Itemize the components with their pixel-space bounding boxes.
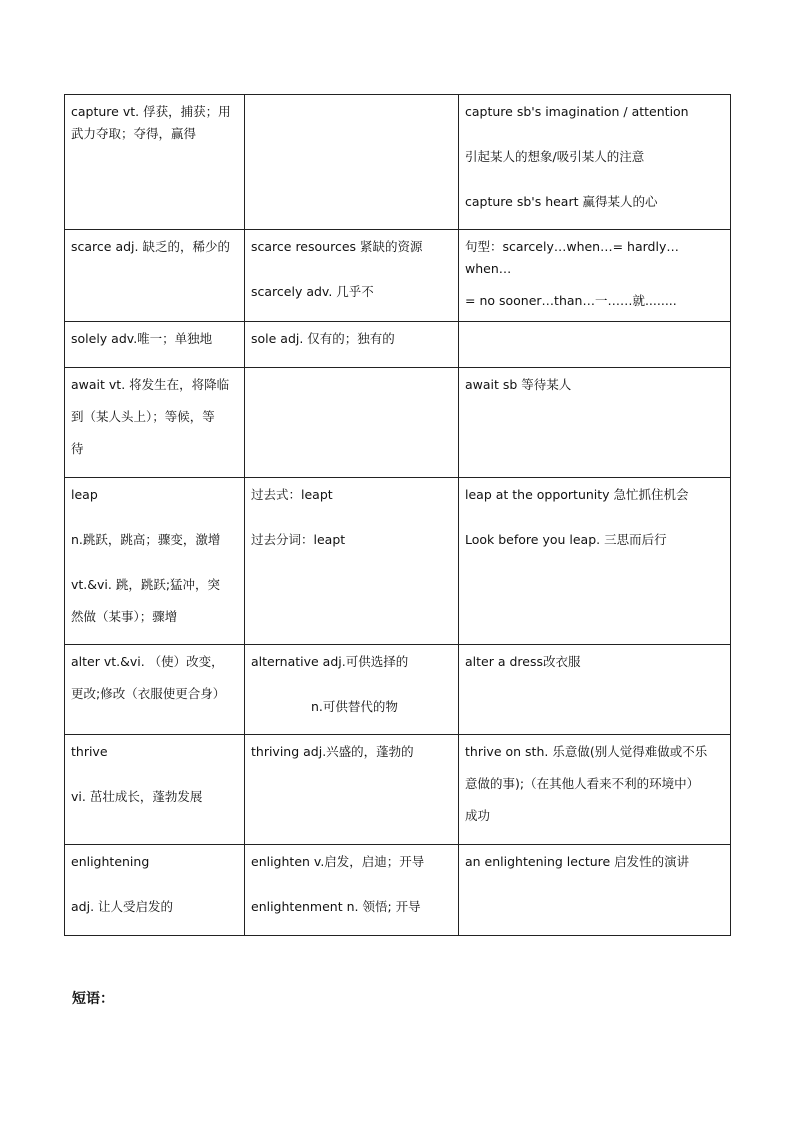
cell-line: capture sb's heart 赢得某人的心 xyxy=(465,194,658,209)
cell-line: scarce adj. 缺乏的，稀少的 xyxy=(71,239,230,254)
cell-line: 武力夺取；夺得，赢得 xyxy=(71,126,197,141)
derivative-cell xyxy=(245,230,459,322)
cell-line: 成功 xyxy=(465,808,491,823)
table-row xyxy=(65,322,731,368)
word-cell xyxy=(65,845,245,936)
derivative-cell xyxy=(245,95,459,230)
cell-line: thrive xyxy=(71,744,108,759)
cell-line: 引起某人的想象/吸引某人的注意 xyxy=(465,149,645,164)
cell-line: vi. 茁壮成长，蓬勃发展 xyxy=(71,789,203,804)
cell-line: 然做（某事）；骤增 xyxy=(71,609,178,624)
usage-cell xyxy=(459,322,731,368)
word-cell xyxy=(65,735,245,845)
cell-line: 到（某人头上）；等候，等 xyxy=(71,409,215,424)
table-row xyxy=(65,735,731,845)
usage-cell xyxy=(459,645,731,735)
cell-line: n.跳跃，跳高；骤变，激增 xyxy=(71,532,221,547)
word-cell xyxy=(65,322,245,368)
usage-cell xyxy=(459,230,731,322)
cell-line: n.可供替代的物 xyxy=(311,699,398,714)
cell-line: an enlightening lecture 启发性的演讲 xyxy=(465,854,690,869)
cell-line: capture vt. 俘获，捕获；用 xyxy=(71,104,231,119)
cell-line: enlightening xyxy=(71,854,150,869)
cell-line: Look before you leap. 三思而后行 xyxy=(465,532,667,547)
derivative-cell xyxy=(245,368,459,478)
cell-line: thriving adj.兴盛的，蓬勃的 xyxy=(251,744,414,759)
cell-line: alter a dress改衣服 xyxy=(465,654,581,669)
cell-line: scarce resources 紧缺的资源 xyxy=(251,239,423,254)
table-row xyxy=(65,478,731,645)
usage-cell xyxy=(459,845,731,936)
cell-line: = no sooner…than…一……就........ xyxy=(465,293,677,308)
cell-line: 过去分词：leapt xyxy=(251,532,346,547)
table-row xyxy=(65,230,731,322)
cell-line: 待 xyxy=(71,441,84,456)
cell-line: 过去式：leapt xyxy=(251,487,333,502)
cell-line: scarcely adv. 几乎不 xyxy=(251,284,374,299)
cell-line: 意做的事);（在其他人看来不利的环境中） xyxy=(465,776,700,791)
word-cell xyxy=(65,368,245,478)
derivative-cell xyxy=(245,735,459,845)
cell-line: thrive on sth. 乐意做(别人觉得难做或不乐 xyxy=(465,744,708,759)
table-row xyxy=(65,845,731,936)
cell-line: sole adj. 仅有的；独有的 xyxy=(251,331,395,346)
table-row xyxy=(65,645,731,735)
cell-line: 句型：scarcely…when…= hardly…when… xyxy=(465,239,679,276)
vocabulary-table xyxy=(64,94,731,936)
derivative-cell xyxy=(245,478,459,645)
cell-line: await sb 等待某人 xyxy=(465,377,572,392)
cell-line: alter vt.&vi. （使）改变， xyxy=(71,654,224,669)
cell-line: solely adv.唯一；单独地 xyxy=(71,331,213,346)
cell-line: leap xyxy=(71,487,98,502)
cell-line: adj. 让人受启发的 xyxy=(71,899,174,914)
derivative-cell xyxy=(245,322,459,368)
cell-line: capture sb's imagination / attention xyxy=(465,104,689,119)
cell-line: enlighten v.启发，启迪；开导 xyxy=(251,854,425,869)
usage-cell xyxy=(459,735,731,845)
derivative-cell xyxy=(245,645,459,735)
cell-line: alternative adj.可供选择的 xyxy=(251,654,409,669)
word-cell xyxy=(65,645,245,735)
derivative-cell xyxy=(245,845,459,936)
cell-line: 更改;修改（衣服使更合身） xyxy=(71,686,226,701)
usage-cell xyxy=(459,95,731,230)
word-cell xyxy=(65,230,245,322)
usage-cell xyxy=(459,368,731,478)
word-cell xyxy=(65,95,245,230)
cell-line: leap at the opportunity 急忙抓住机会 xyxy=(465,487,689,502)
usage-cell xyxy=(459,478,731,645)
table-row xyxy=(65,368,731,478)
cell-line: vt.&vi. 跳，跳跃;猛冲，突 xyxy=(71,577,221,592)
table-row xyxy=(65,95,731,230)
cell-line: enlightenment n. 领悟; 开导 xyxy=(251,899,421,914)
word-cell xyxy=(65,478,245,645)
section-heading: 短语： xyxy=(72,991,114,1007)
cell-line: await vt. 将发生在，将降临 xyxy=(71,377,230,392)
